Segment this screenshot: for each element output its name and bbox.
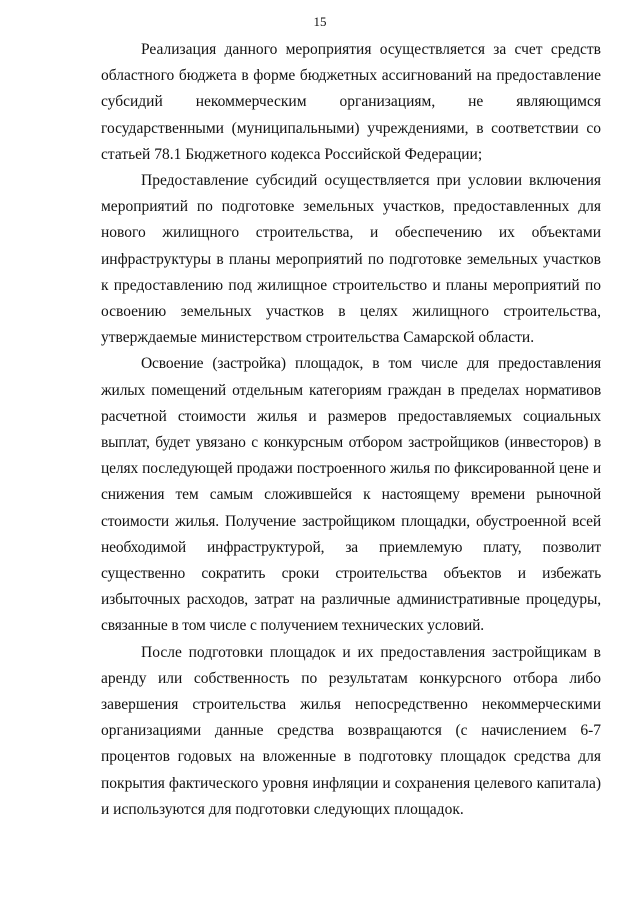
- page-number: 15: [313, 14, 327, 29]
- document-body: [101, 37, 601, 823]
- paragraph-site-development: Освоение (застройка) площадок, в том числе для предоставления жилых помещений отдельным категориям граждан в пределах нормативов расчетной стоимости жилья и размеров предоставляемых социальных выплат, будет увязано с конкурсным отбором застройщиков (инвесторов) в целях последующей продажи построенного жилья по фиксированной цене и снижения тем самым сложившейся к настоящему времени рыночной стоимости жилья. Получение застройщиком площадки, обустроенной всей необходимой инфраструктурой, за приемлемую плату, позволит существенно сократить сроки строительства объектов и избежать избыточных расходов, затрат на различные административные процедуры, связанные в том числе с получением технических условий.: [101, 355, 601, 635]
- paragraph-funding-source: Реализация данного мероприятия осуществляется за счет средств областного бюджета в форме бюджетных ассигнований на предоставление субсидий некоммерческим организациям, не являющимся государственными (муниципальными) учреждениями, в соответствии со статьей 78.1 Бюджетного кодекса Российской Федерации;: [101, 41, 601, 163]
- paragraph-subsidy-conditions: Предоставление субсидий осуществляется при условии включения мероприятий по подготовке земельных участков, предоставленных для нового жилищного строительства, и обеспечению их объектами инфраструктуры в планы мероприятий по подготовке земельных участков к предоставлению под жилищное строительство и планы мероприятий по освоению земельных участков в целях жилищного строительства, утверждаемые министерством строительства Самарской области.: [101, 172, 601, 347]
- paragraph-funds-return: После подготовки площадок и их предоставления застройщикам в аренду или собственность по результатам конкурсного отбора либо завершения строительства жилья непосредственно некоммерческими организациями данные средства возвращаются (с начислением 6-7 процентов годовых на вложенные в подготовку площадок средства для покрытия фактического уровня инфляции и сохранения целевого капитала) и используются для подготовки следующих площадок.: [101, 643, 601, 818]
